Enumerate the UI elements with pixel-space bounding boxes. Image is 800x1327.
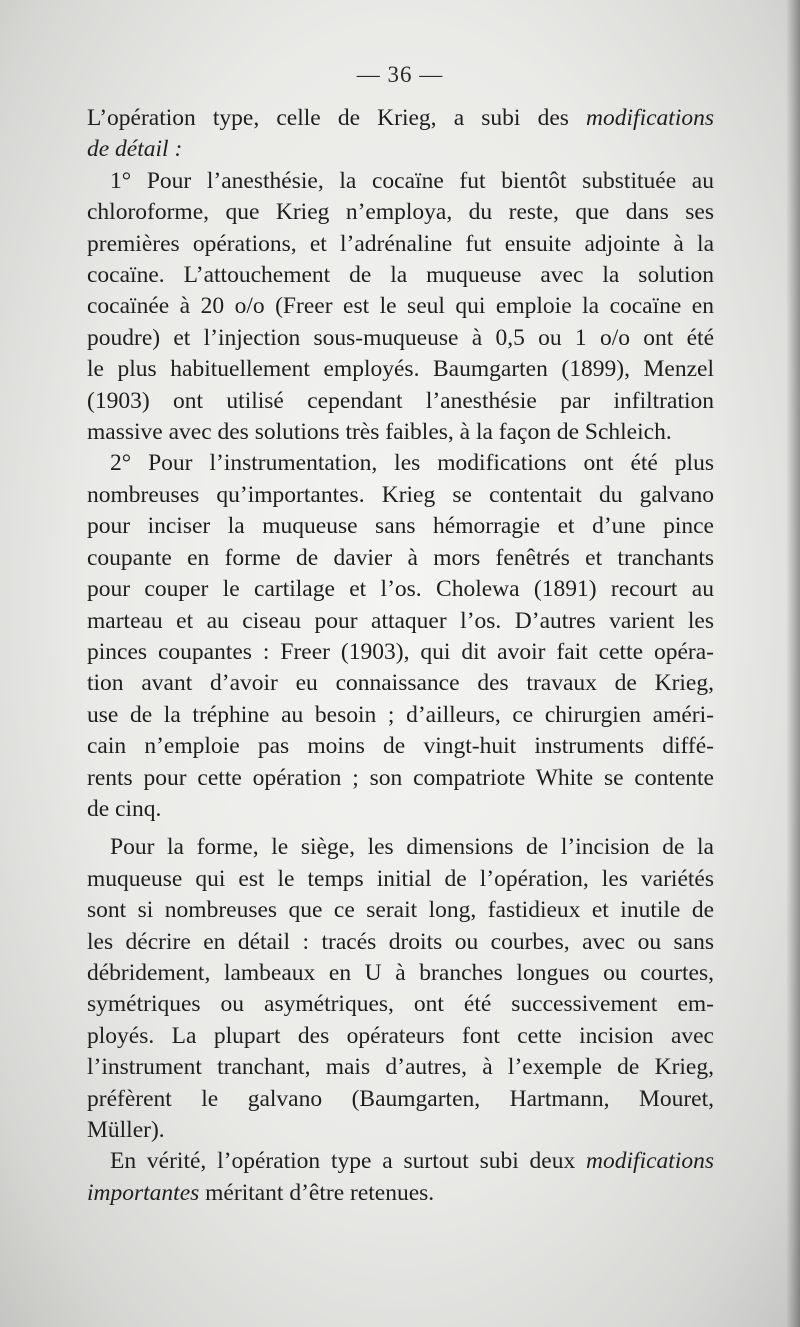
- italic-text: modifications: [586, 105, 714, 131]
- text-line: [87, 480, 714, 511]
- text-run: Müller).: [87, 1117, 165, 1143]
- text-line: [87, 543, 714, 574]
- text-run: sont si nombreuses que ce serait long, fastidieux et inutile de: [87, 897, 714, 924]
- text-run: 2° Pour l’instrumentation, les modifications ont été plus: [110, 450, 714, 477]
- text-line: [87, 511, 714, 542]
- text-run: marteau et au ciseau pour attaquer l’os. D’autres varient les: [87, 607, 714, 634]
- text-line: [87, 927, 714, 958]
- paragraph: [87, 103, 714, 166]
- text-run: pour inciser la muqueuse sans hémorragie et d’une pince: [87, 513, 714, 540]
- text-line: [87, 417, 714, 448]
- text-line: [87, 700, 714, 731]
- text-line: [87, 291, 714, 322]
- text-line: [87, 1052, 714, 1083]
- text-run: nombreuses qu’importantes. Krieg se contentait du galvano: [87, 481, 714, 508]
- paragraph: [87, 166, 714, 449]
- text-line: [87, 606, 714, 637]
- text-line: [87, 794, 714, 825]
- text-line: [87, 1178, 714, 1209]
- text-line: [87, 832, 714, 863]
- text-line: [87, 1021, 714, 1052]
- text-run: pinces coupantes : Freer (1903), qui dit avoir fait cette opéra-: [87, 638, 714, 665]
- text-run: use de la tréphine au besoin ; d’ailleurs, ce chirurgien améri-: [87, 701, 714, 728]
- text-line: [87, 864, 714, 895]
- text-run: muqueuse qui est le temps initial de l’opération, les variétés: [87, 865, 714, 892]
- text-line: [87, 229, 714, 260]
- text-line: [87, 134, 714, 165]
- text-run: Pour la forme, le siège, les dimensions de l’incision de la: [110, 834, 714, 861]
- text-run: L’opération type, celle de Krieg, a subi des: [87, 105, 587, 131]
- text-run: En vérité, l’opération type a surtout subi deux: [110, 1148, 587, 1175]
- text-run: cocaïne. L’attouchement de la muqueuse avec la solution: [87, 262, 714, 289]
- text-line: [87, 1146, 714, 1177]
- text-line: [87, 989, 714, 1020]
- text-run: débridement, lambeaux en U à branches longues ou courtes,: [87, 959, 714, 986]
- page-number: — 36 —: [356, 62, 444, 87]
- paragraph: [87, 832, 714, 1146]
- text-line: [87, 574, 714, 605]
- text-line: [87, 260, 714, 291]
- text-run: les décrire en détail : tracés droits ou courbes, avec ou sans: [87, 928, 714, 955]
- text-run: méritant d’être retenues.: [199, 1179, 435, 1206]
- text-line: [87, 166, 714, 197]
- text-run: l’instrument tranchant, mais d’autres, à l’exemple de Krieg,: [87, 1054, 714, 1081]
- text-run: (1903) ont utilisé cependant l’anesthésie par infiltration: [87, 387, 714, 414]
- text-run: coupante en forme de davier à mors fenêtrés et tranchants: [87, 544, 714, 571]
- text-run: 1° Pour l’anesthésie, la cocaïne fut bientôt substituée au: [110, 167, 714, 194]
- text-run: cocaïnée à 20 o/o (Freer est le seul qui emploie la cocaïne en: [87, 293, 714, 320]
- text-run: massive avec des solutions très faibles, à la façon de Schleich.: [87, 419, 672, 446]
- text-run: préfèrent le galvano (Baumgarten, Hartmann, Mouret,: [87, 1085, 714, 1112]
- text-line: [87, 958, 714, 989]
- text-run: chloroforme, que Krieg n’employa, du reste, que dans ses: [87, 199, 714, 226]
- text-run: ployés. La plupart des opérateurs font cette incision avec: [87, 1022, 714, 1049]
- text-line: [87, 1115, 714, 1146]
- text-run: pour couper le cartilage et l’os. Cholewa (1891) recourt au: [87, 576, 714, 603]
- text-line: [87, 1084, 714, 1115]
- text-line: [87, 103, 714, 134]
- text-run: cain n’emploie pas moins de vingt-huit instruments diffé-: [87, 733, 714, 760]
- italic-text: modifications: [586, 1148, 714, 1175]
- text-run: le plus habituellement employés. Baumgarten (1899), Menzel: [87, 356, 714, 383]
- text-run: tion avant d’avoir eu connaissance des travaux de Krieg,: [87, 670, 714, 697]
- paragraph: [87, 1146, 714, 1209]
- paragraph: [87, 448, 714, 825]
- text-run: symétriques ou asymétriques, ont été successivement em-: [87, 991, 714, 1018]
- text-line: [87, 895, 714, 926]
- text-run: poudre) et l’injection sous-muqueuse à 0,5 ou 1 o/o ont été: [87, 324, 714, 351]
- text-line: [87, 323, 714, 354]
- text-run: premières opérations, et l’adrénaline fut ensuite adjointe à la: [87, 230, 714, 257]
- text-run: rents pour cette opération ; son compatriote White se contente: [87, 764, 714, 791]
- text-line: [87, 668, 714, 699]
- text-line: [87, 354, 714, 385]
- page-edge-shadow: [786, 0, 800, 1327]
- text-line: [87, 448, 714, 479]
- text-line: [87, 637, 714, 668]
- paragraph-gap: [87, 825, 714, 832]
- text-line: [87, 731, 714, 762]
- italic-text: importantes: [87, 1179, 200, 1206]
- text-line: [87, 386, 714, 417]
- text-run: de cinq.: [87, 795, 162, 822]
- text-line: [87, 197, 714, 228]
- italic-text: de détail :: [87, 136, 183, 163]
- text-line: [87, 763, 714, 794]
- body-text: [87, 103, 714, 1209]
